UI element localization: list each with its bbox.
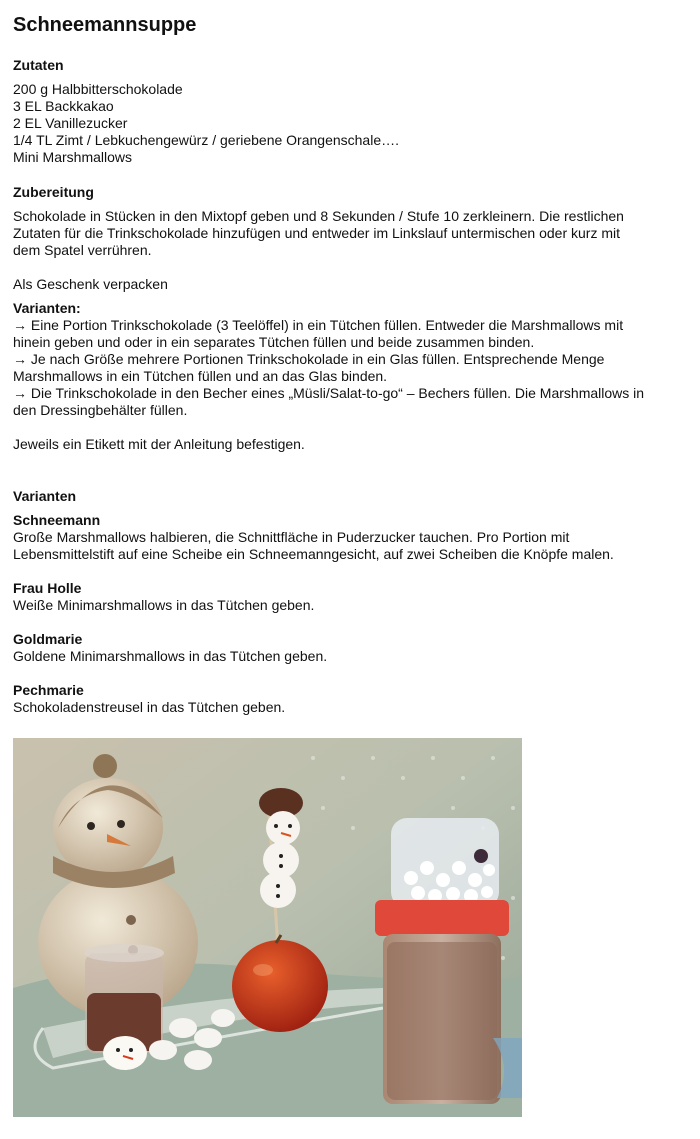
variant-text-line: Große Marshmallows halbieren, die Schnittfläche in Puderzucker tauchen. Pro Portion mit xyxy=(13,529,570,545)
variant-text-frau-holle xyxy=(13,597,688,614)
variants-label: Varianten: xyxy=(13,300,81,316)
variant-text-schneemann xyxy=(13,529,688,563)
variant-text-line: Lebensmittelstift auf eine Scheibe ein Schneemanngesicht, auf zwei Scheiben die Knöpfe malen. xyxy=(13,546,614,562)
variant-name-pechmarie: Pechmarie xyxy=(13,682,84,698)
variant-line: Marshmallows in ein Tütchen füllen und an das Glas binden. xyxy=(13,368,388,384)
variant-text-pechmarie xyxy=(13,699,688,716)
ingredient-item: 1/4 TL Zimt / Lebkuchengewürz / geriebene Orangenschale…. xyxy=(13,132,399,148)
ingredients-list xyxy=(13,81,688,166)
variant-text-goldmarie xyxy=(13,648,688,665)
variant-line: → Je nach Größe mehrere Portionen Trinkschokolade in ein Glas füllen. Entsprechende Menge xyxy=(13,351,605,367)
preparation-line: Zutaten für die Trinkschokolade hinzufügen und entweder im Linkslauf untermischen oder kurz mit xyxy=(13,225,620,241)
ingredient-item: 2 EL Vanillezucker xyxy=(13,115,128,131)
variant-line: → Eine Portion Trinkschokolade (3 Teelöffel) in ein Tütchen füllen. Entweder die Marshmallows mit xyxy=(13,317,624,333)
variant-line: → Die Trinkschokolade in den Becher eines „Müsli/Salat-to-go“ – Bechers füllen. Die Marshmallows in xyxy=(13,385,645,401)
variant-text-line: Weiße Minimarshmallows in das Tütchen geben. xyxy=(13,597,315,613)
variant-line: den Dressingbehälter füllen. xyxy=(13,402,188,418)
gift-text: Als Geschenk verpacken xyxy=(13,276,168,292)
variant-name-goldmarie: Goldmarie xyxy=(13,631,83,647)
recipe-photo xyxy=(13,738,522,1117)
variant-instructions xyxy=(13,317,688,419)
preparation-text xyxy=(13,208,688,259)
variant-text-line: Schokoladenstreusel in das Tütchen geben. xyxy=(13,699,286,715)
variants-heading: Varianten xyxy=(13,488,77,504)
variant-name-frau-holle: Frau Holle xyxy=(13,580,82,596)
recipe-title: Schneemannsuppe xyxy=(13,14,197,36)
ingredient-item: Mini Marshmallows xyxy=(13,149,133,165)
variant-text-line: Goldene Minimarshmallows in das Tütchen geben. xyxy=(13,648,328,664)
variant-line: hinein geben und oder in ein separates Tütchen füllen und beide zusammen binden. xyxy=(13,334,535,350)
preparation-heading: Zubereitung xyxy=(13,184,94,200)
ingredient-item: 3 EL Backkakao xyxy=(13,98,114,114)
preparation-line: dem Spatel verrühren. xyxy=(13,242,152,258)
label-text: Jeweils ein Etikett mit der Anleitung befestigen. xyxy=(13,436,305,452)
variant-name-schneemann: Schneemann xyxy=(13,512,101,528)
snowman-marshmallow xyxy=(103,1036,147,1070)
ingredients-heading: Zutaten xyxy=(13,57,64,73)
ingredient-item: 200 g Halbbitterschokolade xyxy=(13,81,183,97)
preparation-line: Schokolade in Stücken in den Mixtopf geben und 8 Sekunden / Stufe 10 zerkleinern. Die restlichen xyxy=(13,208,624,224)
